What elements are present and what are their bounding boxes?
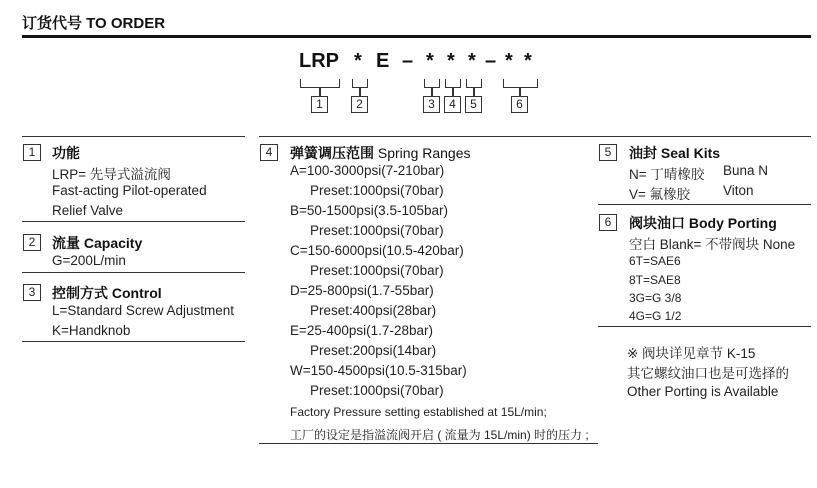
spring-preset: Preset:1000psi(70bar) <box>310 223 444 238</box>
seal-name: Viton <box>723 183 754 198</box>
porting-line: 3G=G 3/8 <box>629 291 682 305</box>
section-line: Fast-acting Pilot-operated <box>52 183 207 198</box>
porting-line: 4G=G 1/2 <box>629 309 682 323</box>
section-line: K=Handknob <box>52 323 131 338</box>
code-placeholder-porting-2: * <box>524 50 532 72</box>
code-dash: – <box>485 50 497 72</box>
section-number: 2 <box>23 234 41 251</box>
code-bracket-stem <box>519 87 521 96</box>
code-bracket-stem <box>359 87 361 96</box>
code-placeholder-capacity: * <box>354 50 362 72</box>
section-divider <box>259 136 598 137</box>
section-number: 1 <box>23 144 41 161</box>
footnote-line: Other Porting is Available <box>627 384 779 399</box>
spring-preset: Preset:1000psi(70bar) <box>310 183 444 198</box>
code-bracket-stem <box>473 87 475 96</box>
code-bracket <box>503 79 538 88</box>
footnote-line: 其它螺纹油口也是可选择的 <box>627 366 789 381</box>
spring-note-cn: 工厂的设定是指溢流阀开启 ( 流量为 15L/min) 时的压力 ; <box>290 428 589 442</box>
section-divider <box>598 204 811 205</box>
section-number: 3 <box>23 284 41 301</box>
seal-name: Buna N <box>723 163 769 178</box>
section-divider <box>259 443 598 444</box>
section-line: Relief Valve <box>52 203 124 218</box>
section-divider <box>22 136 245 137</box>
section-title: 阀块油口 Body Porting <box>629 215 777 231</box>
porting-line: 空白 Blank= 不带阀块 None <box>629 237 796 252</box>
spring-range: W=150-4500psi(10.5-315bar) <box>290 363 467 378</box>
seal-code: N= 丁晴橡胶 <box>629 167 705 182</box>
code-placeholder-porting-1: * <box>505 50 513 72</box>
code-placeholder-spring: * <box>447 50 455 72</box>
code-model: LRP <box>299 50 339 72</box>
code-dash: – <box>402 50 414 72</box>
porting-line: 8T=SAE8 <box>629 273 681 287</box>
spring-range: C=150-6000psi(10.5-420bar) <box>290 243 464 258</box>
code-field-number: 2 <box>351 96 368 113</box>
section-number: 6 <box>599 214 617 231</box>
code-field-number: 1 <box>311 96 328 113</box>
code-placeholder-control: * <box>426 50 434 72</box>
code-bracket-stem <box>319 87 321 96</box>
code-bracket-stem <box>452 87 454 96</box>
title-divider <box>22 35 811 38</box>
code-letter-e: E <box>376 50 390 72</box>
porting-line: 6T=SAE6 <box>629 254 681 268</box>
section-divider <box>22 221 245 222</box>
section-line: L=Standard Screw Adjustment <box>52 303 234 318</box>
page-title: 订货代号 TO ORDER <box>22 15 166 32</box>
section-title: 流量 Capacity <box>52 235 143 251</box>
section-line: G=200L/min <box>52 253 126 268</box>
code-field-number: 4 <box>444 96 461 113</box>
spring-preset: Preset:1000psi(70bar) <box>310 383 444 398</box>
section-title: 油封 Seal Kits <box>629 145 721 161</box>
section-divider <box>22 272 245 273</box>
spring-range: B=50-1500psi(3.5-105bar) <box>290 203 448 218</box>
spring-note-en: Factory Pressure setting established at 15L/min; <box>290 405 547 419</box>
spring-preset: Preset:200psi(14bar) <box>310 343 437 358</box>
section-line: LRP= 先导式溢流阀 <box>52 167 171 182</box>
section-title: 弹簧调压范围 Spring Ranges <box>290 145 471 161</box>
code-field-number: 5 <box>465 96 482 113</box>
section-title: 功能 <box>52 145 80 161</box>
section-number: 5 <box>599 144 617 161</box>
seal-code: V= 氟橡胶 <box>629 187 691 202</box>
code-placeholder-seal: * <box>468 50 476 72</box>
footnote-line: ※ 阀块详见章节 K-15 <box>627 346 756 361</box>
spring-preset: Preset:1000psi(70bar) <box>310 263 444 278</box>
section-divider <box>598 326 811 327</box>
spring-range: E=25-400psi(1.7-28bar) <box>290 323 433 338</box>
section-title: 控制方式 Control <box>52 285 162 301</box>
code-field-number: 3 <box>423 96 440 113</box>
code-field-number: 6 <box>511 96 528 113</box>
section-divider <box>22 341 245 342</box>
section-divider <box>598 136 811 137</box>
spring-range: D=25-800psi(1.7-55bar) <box>290 283 434 298</box>
spring-preset: Preset:400psi(28bar) <box>310 303 437 318</box>
spring-range: A=100-3000psi(7-210bar) <box>290 163 445 178</box>
section-number: 4 <box>260 144 278 161</box>
code-bracket-stem <box>431 87 433 96</box>
